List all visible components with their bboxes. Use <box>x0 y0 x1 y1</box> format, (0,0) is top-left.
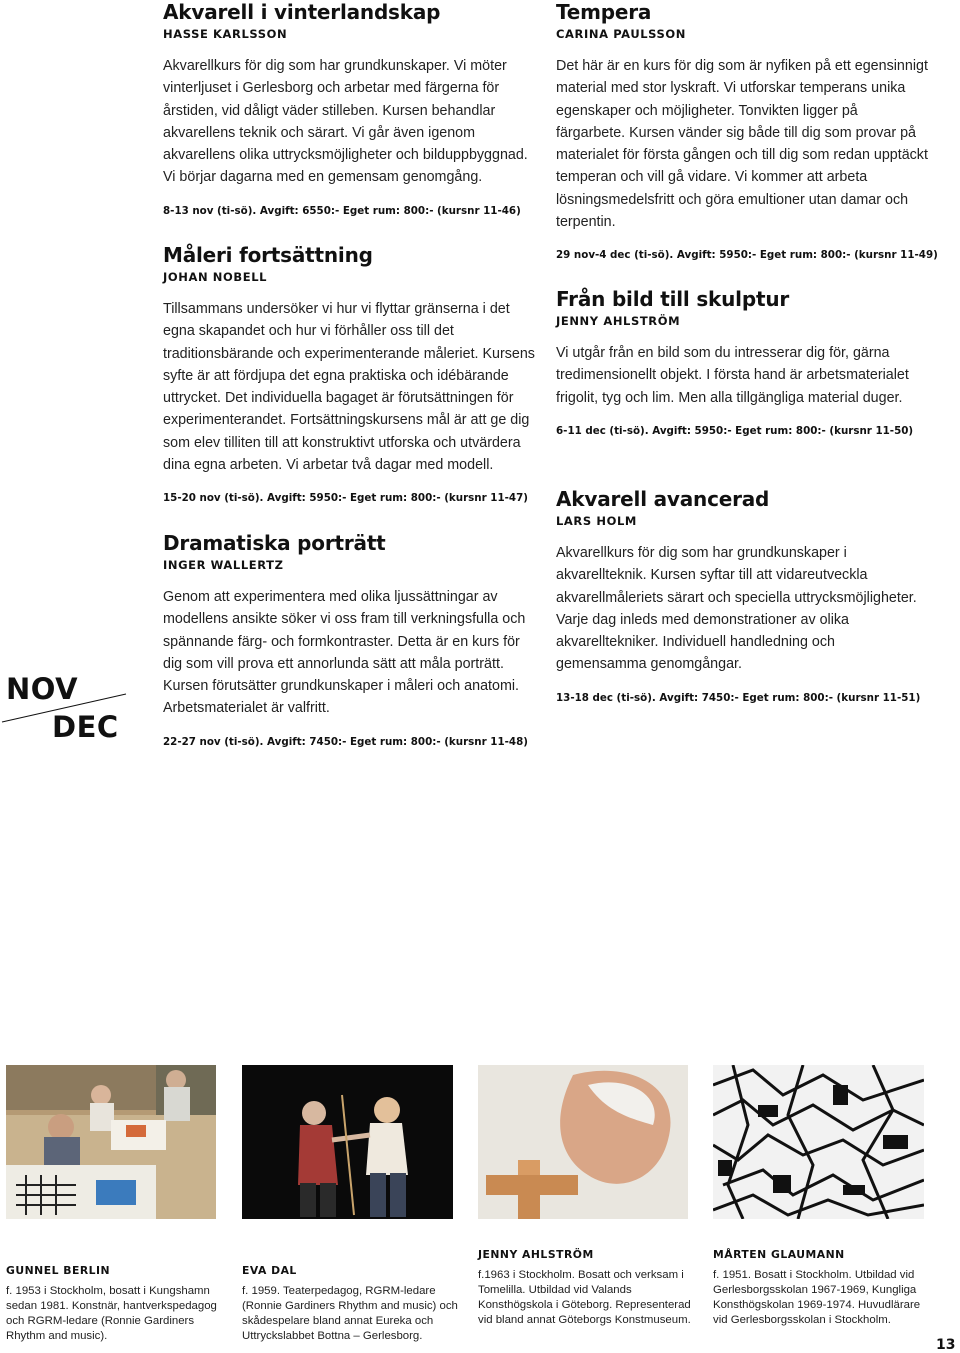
course-dates-fees: 29 nov-4 dec (ti-sö). Avgift: 5950:- Eget rum: 800:- (kursnr 11-49) <box>556 249 938 262</box>
course-teacher: LARS HOLM <box>556 514 637 528</box>
bio-name: JENNY AHLSTRÖM <box>478 1248 594 1261</box>
course-akvarell-avancerad <box>556 487 928 706</box>
photo-theatre-performers <box>242 1065 453 1219</box>
course-teacher: CARINA PAULSSON <box>556 27 687 41</box>
bio-name: GUNNEL BERLIN <box>6 1264 111 1277</box>
course-fran-bild-till-skulptur <box>556 287 928 439</box>
bio-gunnel-berlin <box>6 1264 228 1344</box>
course-dates-fees: 6-11 dec (ti-sö). Avgift: 5950:- Eget rum: 800:- (kursnr 11-50) <box>556 424 914 437</box>
course-title: Dramatiska porträtt <box>163 531 386 555</box>
course-teacher: INGER WALLERTZ <box>163 558 284 572</box>
bio-name: EVA DAL <box>242 1264 297 1277</box>
bio-marten-glaumann <box>713 1248 935 1328</box>
course-description: Akvarellkurs för dig som har grundkunskaper. Vi möter vinterljuset i Gerlesborg och arbetar med färgerna för årstiden, vid dåligt väder stilleben. Kursen behandlar akvarellens teknik och särart. Vi går även igenom akvarellens olika uttrycksmöjligheter och bilduppbyggnad. Vi börjar dagarna med en gemensam genomgång. <box>163 58 528 186</box>
course-title: Akvarell avancerad <box>556 487 770 511</box>
course-title: Från bild till skulptur <box>556 287 790 311</box>
course-dates-fees: 15-20 nov (ti-sö). Avgift: 5950:- Eget rum: 800:- (kursnr 11-47) <box>163 492 528 505</box>
month-label-dec: DEC <box>52 710 119 744</box>
course-maleri-fortsattning <box>163 243 535 506</box>
course-dates-fees: 13-18 dec (ti-sö). Avgift: 7450:- Eget rum: 800:- (kursnr 11-51) <box>556 691 921 704</box>
course-teacher: HASSE KARLSSON <box>163 27 288 41</box>
month-label-nov: NOV <box>6 672 79 706</box>
bio-text: f.1963 i Stockholm. Bosatt och verksam i Tomelilla. Utbildad vid Valands Konsthögskola i Göteborg. Representerad vid bland annat Göteborgs Konstmuseum. <box>478 1269 691 1326</box>
bio-name: MÅRTEN GLAUMANN <box>713 1248 845 1261</box>
page-number: 13 <box>936 1337 956 1353</box>
course-akvarell-i-vinterlandskap <box>163 0 535 219</box>
bio-eva-dal <box>242 1264 464 1344</box>
bio-text: f. 1951. Bosatt i Stockholm. Utbildad vid Gerlesborgsskolan 1967-1969, Kungliga Konsthögskolan 1969-1974. Huvudlärare vid Gerlesborgsskolan i Stockholm. <box>713 1269 921 1326</box>
course-teacher: JOHAN NOBELL <box>163 270 268 284</box>
course-description: Genom att experimentera med olika ljussättningar av modellens ansikte söker vi oss fram till verkningsfulla och spännande färg- och formkontraster. Detta är en kurs för dig som vill prova ett annorlunda sätt att måla porträtt. Kursen förutsätter grundkunskaper i måleri och anatomi. Arbetsmaterialet är valfritt. <box>163 589 526 717</box>
course-description: Det här är en kurs för dig som är nyfiken på ett egensinnigt material med stor lyskraft. Vi utforskar temperans unika egenskaper och möjligheter. Tonvikten ligger på färgarbete. Kursen vänder sig både till dig som provar på materialet för första gången och till dig som redan upptäckt temperan och vill gå vidare. Vi kommer att arbeta lösningsmedelsfritt och göra emultioner utan damar och terpentin. <box>556 58 928 231</box>
course-dates-fees: 8-13 nov (ti-sö). Avgift: 6550:- Eget rum: 800:- (kursnr 11-46) <box>163 204 521 217</box>
course-title: Måleri fortsättning <box>163 243 373 267</box>
course-description: Akvarellkurs för dig som har grundkunskaper i akvarellteknik. Kursen syftar till att vidareutveckla akvarellmåleriets särart och speciella uttrycksmöjligheter. Varje dag inleds med demonstrationer av olika akvarelltekniker. Individuell handledning och gemensamma genomgångar. <box>556 545 917 673</box>
photo-abstract-painting <box>713 1065 924 1219</box>
course-tempera <box>556 0 938 263</box>
course-description: Vi utgår från en bild som du intresserar dig för, gärna tredimensionellt objekt. I första hand är arbetsmaterialet frigolit, tyg och lim. Men alla tillgängliga material duger. <box>556 345 909 406</box>
photo-sculpture <box>478 1065 688 1219</box>
course-title: Akvarell i vinterlandskap <box>163 0 441 24</box>
course-teacher: JENNY AHLSTRÖM <box>556 314 681 328</box>
bio-jenny-ahlstrom <box>478 1248 700 1328</box>
course-title: Tempera <box>556 0 652 24</box>
bio-text: f. 1959. Teaterpedagog, RGRM-ledare (Ronnie Gardiners Rhythm and music) och skådespelare bland annat Eureka och Uttryckslabbet Bottna – Gerlesborg. <box>242 1285 458 1342</box>
course-description: Tillsammans undersöker vi hur vi flyttar gränserna i det egna skapandet och hur vi förhåller oss till det traditionsbärande och experimenterande måleriet. Kursens syfte är att fördjupa det egna praktiska och idébärande uttrycket. Det individuella bagaget är förutsättningen för experimenterandet. Fortsättningskursens mål är att ge dig som elev tilliten till att konstruktivt utforska och utvärdera dina egna arbeten. Vi arbetar två dagar med modell. <box>163 301 535 474</box>
photo-children-drawing <box>6 1065 216 1219</box>
course-dates-fees: 22-27 nov (ti-sö). Avgift: 7450:- Eget rum: 800:- (kursnr 11-48) <box>163 735 528 748</box>
course-dramatiska-portratt <box>163 531 535 750</box>
bio-text: f. 1953 i Stockholm, bosatt i Kungshamn sedan 1981. Konstnär, hantverkspedagog och RGRM-ledare (Ronnie Gardiners Rhythm and music). <box>6 1285 217 1342</box>
